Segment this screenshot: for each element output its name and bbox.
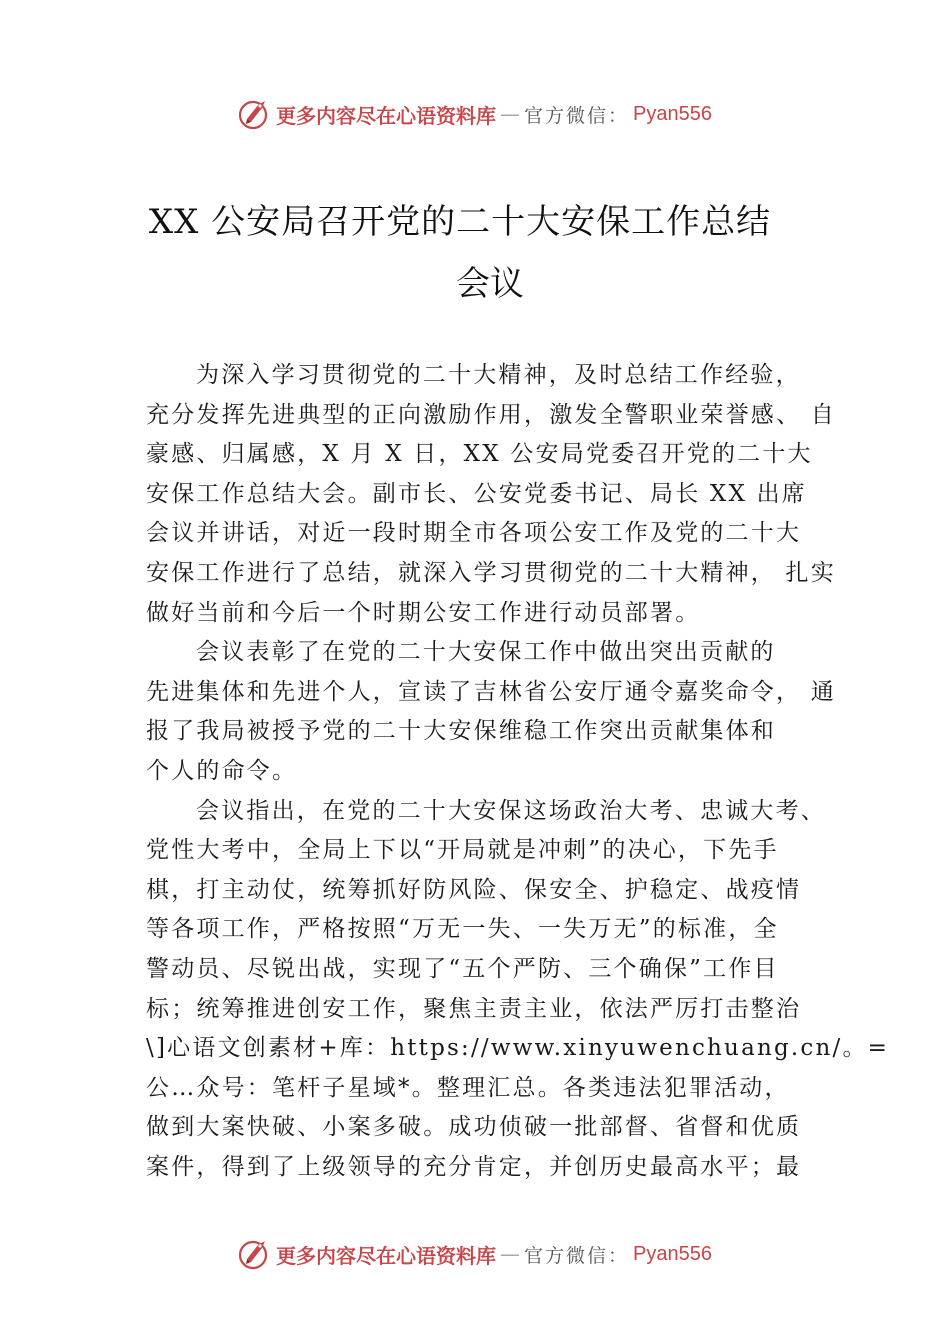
body-line: 安保工作进行了总结，就深入学习贯彻党的二十大精神， 扎实	[146, 559, 836, 586]
watermark-separator: —	[500, 102, 520, 126]
body-line: 标；统筹推进创安工作，聚焦主责主业，依法严厉打击整治	[146, 995, 802, 1022]
body-line: 会议并讲话，对近一段时期全市各项公安工作及党的二十大	[146, 520, 802, 547]
body-line: 案件，得到了上级领导的充分肯定，并创历史最高水平；最	[146, 1153, 802, 1180]
watermark-label: 官方微信：	[524, 1244, 630, 1267]
watermark-id: Pyan556	[633, 102, 712, 125]
watermark-text: 更多内容尽在心语资料库	[276, 103, 496, 128]
body-line: 豪感、归属感，X 月 X 日，XX 公安局党委召开党的二十大	[146, 441, 813, 468]
body-line: 先进集体和先进个人，宣读了吉林省公安厅通令嘉奖命令， 通	[146, 678, 836, 705]
watermark-separator: —	[500, 1242, 520, 1266]
body-line: 公…众号：笔杆子星域*。整理汇总。各类违法犯罪活动，	[146, 1074, 790, 1101]
footer-watermark	[0, 1236, 950, 1272]
watermark-label: 官方微信：	[524, 104, 630, 127]
body-line: 党性大考中，全局上下以“开局就是冲刺”的决心，下先手	[146, 837, 779, 864]
document-title-line1: XX 公安局召开党的二十大安保工作总结	[148, 202, 772, 242]
pen-nib-logo-icon	[238, 97, 272, 131]
body-line: 等各项工作，严格按照“万无一失、一失万无”的标准，全	[146, 916, 779, 943]
body-line: \]心语文创素材+库：https://www.xinyuwenchuang.cn/。=	[146, 1035, 890, 1062]
body-line: 为深入学习贯彻党的二十大精神，及时总结工作经验，	[196, 362, 801, 388]
body-line: 警动员、尽锐出战，实现了“五个严防、三个确保”工作目	[146, 955, 779, 982]
watermark-id: Pyan556	[633, 1242, 712, 1265]
header-watermark	[0, 96, 950, 132]
body-line: 会议指出，在党的二十大安保这场政治大考、忠诚大考、	[196, 797, 826, 824]
body-line: 充分发挥先进典型的正向激励作用，激发全警职业荣誉感、 自	[146, 401, 836, 428]
document-title-line2: 会议	[456, 264, 524, 304]
body-line: 做到大案快破、小案多破。成功侦破一批部督、省督和优质	[146, 1114, 802, 1141]
pen-nib-logo-icon	[238, 1237, 272, 1271]
body-line: 棋，打主动仗，统筹抓好防风险、保安全、护稳定、战疫情	[146, 876, 802, 903]
body-line: 安保工作总结大会。副市长、公安党委书记、局长 XX 出席	[146, 480, 807, 507]
watermark-text: 更多内容尽在心语资料库	[276, 1243, 496, 1268]
body-line: 做好当前和今后一个时期公安工作进行动员部署。	[146, 599, 701, 626]
document-body	[146, 356, 890, 1187]
body-line: 个人的命令。	[146, 757, 298, 784]
body-line: 会议表彰了在党的二十大安保工作中做出突出贡献的	[196, 639, 776, 666]
body-line: 报了我局被授予党的二十大安保维稳工作突出贡献集体和	[146, 718, 776, 745]
